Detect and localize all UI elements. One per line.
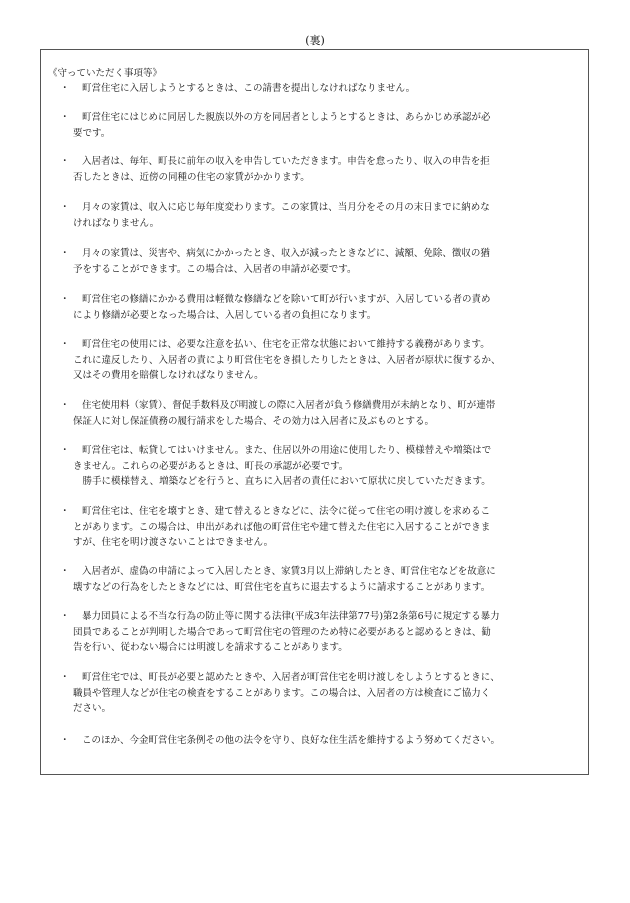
item-text: 町営住宅にはじめに同居した親族以外の方を同居者としようとするときは、あらかじめ承認が必 要です。 xyxy=(73,112,491,139)
bullet: ・ xyxy=(60,566,70,577)
item-text: 暴力団員による不当な行為の防止等に関する法律(平成3年法律第77号)第2条第6号に規定する暴力 団員であることが判明した場合であって町営住宅の管理のため特に必要があると認めるときは、勧 告を行い、従わない場合には明渡しを請求することがあります。 xyxy=(73,611,500,653)
list-item xyxy=(60,154,586,185)
list-item xyxy=(60,504,586,551)
item-text: このほか、今金町営住宅条例その他の法令を守り、良好な住生活を維持するよう努めてください。 xyxy=(82,735,501,746)
item-text: 入居者が、虚偽の申請によって入居したとき、家賃3月以上滞納したとき、町営住宅などを故意に 壊すなどの行為をしたときなどには、町営住宅を直ちに退去するように請求することがあります。 xyxy=(73,566,496,593)
item-text: 町営住宅は、住宅を壊すとき、建て替えるときなどに、法令に従って住宅の明け渡しを求めるこ とがあります。この場合は、申出があれば他の町営住宅や建て替えた住宅に入居することができま すが、住宅を明け渡さないことはできません。 xyxy=(73,506,491,548)
item-text: 住宅使用料（家賃）、督促手数料及び明渡しの際に入居者が負う修繕費用が未納となり、町が連帯 保証人に対し保証債務の履行請求をした場合、その効力は入居者に及ぶものとする。 xyxy=(73,400,496,427)
bullet: ・ xyxy=(60,112,70,123)
page-side-label: (裏) xyxy=(305,34,325,47)
bullet: ・ xyxy=(60,339,70,350)
item-text: 町営住宅の修繕にかかる費用は軽微な修繕などを除いて町が行いますが、入居している者の責め により修繕が必要となった場合は、入居している者の負担になります。 xyxy=(73,294,491,321)
bullet: ・ xyxy=(60,672,70,683)
bullet: ・ xyxy=(60,294,70,305)
list-item xyxy=(60,81,586,97)
list-item xyxy=(60,200,586,231)
item-text: 町営住宅の使用には、必要な注意を払い、住宅を正常な状態において維持する義務があります。 これに違反したり、入居者の責により町営住宅をき損したりしたときは、入居者が原状に復するか、 又はその費用を賠償しなければなりません。 xyxy=(73,339,501,381)
list-item xyxy=(60,246,586,277)
bullet: ・ xyxy=(60,735,70,746)
bullet: ・ xyxy=(60,202,70,213)
list-item xyxy=(60,337,586,384)
section-heading: 《守っていただく事項等》 xyxy=(48,68,163,79)
list-item xyxy=(60,292,586,323)
list-item xyxy=(60,609,586,656)
bullet: ・ xyxy=(60,611,70,622)
item-text: 月々の家賃は、災害や、病気にかかったとき、収入が減ったときなどに、減額、免除、徴収の猶 予をすることができます。この場合は、入居者の申請が必要です。 xyxy=(73,248,490,275)
item-text: 月々の家賃は、収入に応じ毎年度変わります。この家賃は、当月分をその月の末日までに納めな ければなりません。 xyxy=(73,202,490,229)
bullet: ・ xyxy=(60,400,70,411)
item-text: 入居者は、毎年、町長に前年の収入を申告していただきます。申告を怠ったり、収入の申告を拒 否したときは、近傍の同種の住宅の家賃がかかります。 xyxy=(73,156,490,183)
bullet: ・ xyxy=(60,83,70,94)
bullet: ・ xyxy=(60,248,70,259)
list-item xyxy=(60,670,586,717)
item-text: 町営住宅では、町長が必要と認めたときや、入居者が町営住宅を明け渡しをしようとするときに、 職員や管理人などが住宅の検査をすることがあります。この場合は、入居者の方は検査にご協力く ださい。 xyxy=(73,672,500,714)
list-item xyxy=(60,733,586,749)
item-text: 町営住宅に入居しようとするときは、この請書を提出しなければなりません。 xyxy=(82,83,416,94)
list-item xyxy=(60,110,586,141)
list-item xyxy=(60,398,586,429)
bullet: ・ xyxy=(60,156,70,167)
bullet: ・ xyxy=(60,506,70,517)
item-text: 町営住宅は、転貸してはいけません。また、住居以外の用途に使用したり、模様替えや増築はで きません。これらの必要があるときは、町長の承認が必要です。 勝手に模様替え、増築などを行うと、直ちに入居者の責任において原状に戻していただきます。 xyxy=(73,445,492,487)
bullet: ・ xyxy=(60,445,70,456)
list-item xyxy=(60,443,586,490)
list-item xyxy=(60,564,586,595)
